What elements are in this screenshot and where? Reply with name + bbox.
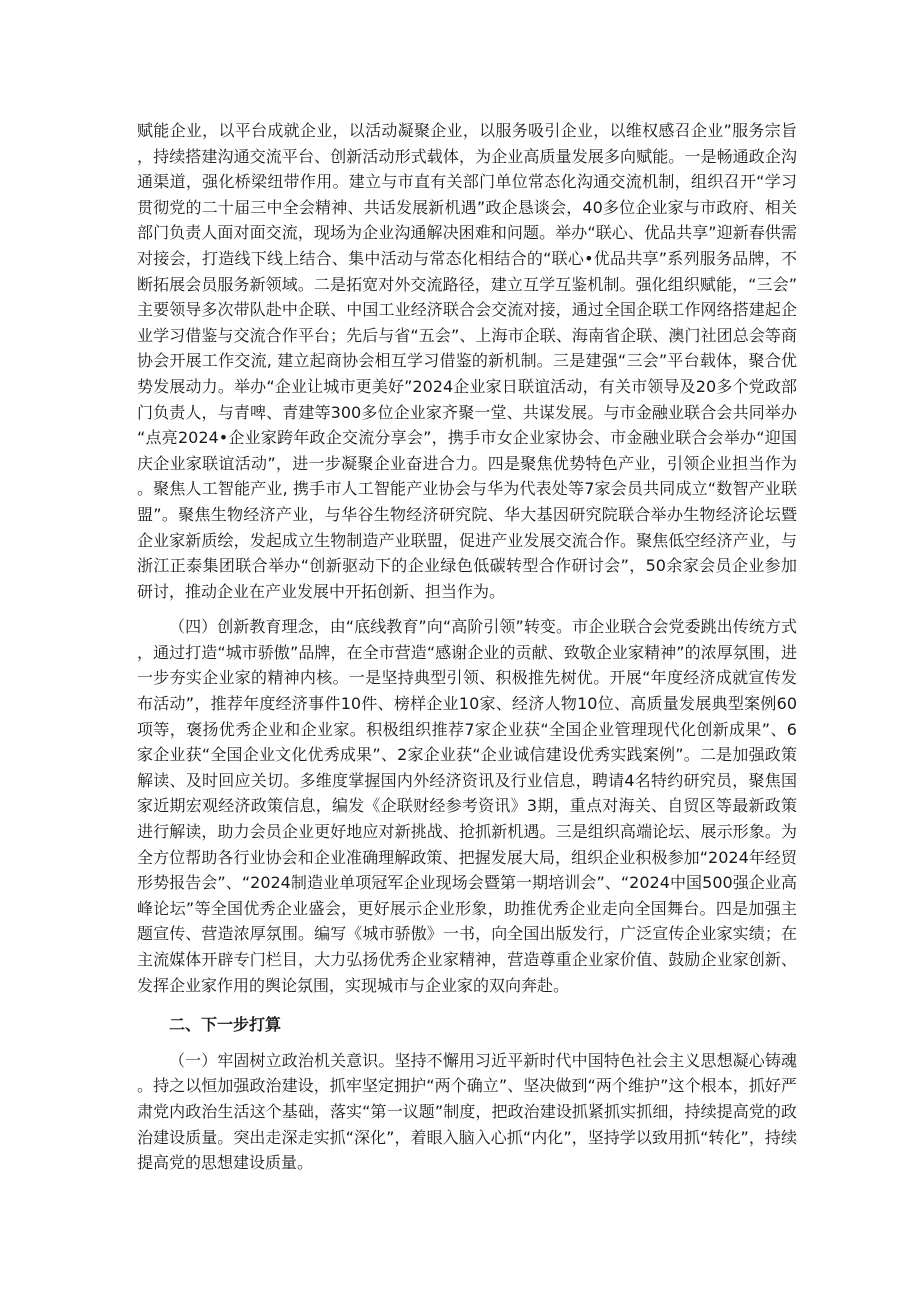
paragraph-innovation-education: （四）创新教育理念，由“底线教育”向“高阶引领”转变。市企业联合会党委跳出传统方式，通过打造“城市骄傲”品牌，在全市营造“感谢企业的贡献、致敬企业家精神”的浓厚氛围，进一步夯实企业家的精神内核。一是坚持典型引领、积极推先树优。开展“年度经济成就宣传发布活动”，推荐年度经济事件10件、榜样企业10家、经济人物10位、高质量发展典型案例60项等，褒扬优秀企业和企业家。积极组织推荐7家企业获“全国企业管理现代化创新成果”、6家企业获“全国企业文化优秀成果”、2家企业获“企业诚信建设优秀实践案例”。二是加强政策解读、及时回应关切。多维度掌握国内外经济资讯及行业信息，聘请4名特约研究员，聚焦国家近期宏观经济政策信息，编发《企联财经参考资讯》3期，重点对海关、自贸区等最新政策进行解读，助力会员企业更好地应对新挑战、抢抓新机遇。三是组织高端论坛、展示形象。为全方位帮助各行业协会和企业准确理解政策、把握发展大局，组织企业积极参加“2024年经贸形势报告会”、“2024制造业单项冠军企业现场会暨第一期培训会”、“2024中国500强企业高峰论坛”等全国优秀企业盛会，更好展示企业形象，助推优秀企业走向全国舞台。四是加强主题宣传、营造浓厚氛围。编写《城市骄傲》一书，向全国出版发行，广泛宣传企业家实绩；在主流媒体开辟专门栏目，大力弘扬优秀企业家精神，营造尊重企业家价值、鼓励企业家创新、发挥企业家作用的舆论氛围，实现城市与企业家的双向奔赴。 <box>137 617 797 995</box>
section-heading-next-steps: 二、下一步打算 <box>169 1015 282 1035</box>
paragraph-political-awareness: （一）牢固树立政治机关意识。坚持不懈用习近平新时代中国特色社会主义思想凝心铸魂。持之以恒加强政治建设，抓牢坚定拥护“两个确立”、坚决做到“两个维护”这个根本，抓好严肃党内政治生活这个基础，落实“第一议题”制度，把政治建设抓紧抓实抓细，持续提高党的政治建设质量。突出走深走实抓“深化”，着眼入脑入心抓“内化”，坚持学以致用抓“转化”，持续提高党的思想建设质量。 <box>137 1050 797 1173</box>
document-body <box>137 118 797 1176</box>
paragraph-continuation: 赋能企业，以平台成就企业，以活动凝聚企业，以服务吸引企业，以维权感召企业”服务宗旨，持续搭建沟通交流平台、创新活动形式载体，为企业高质量发展多向赋能。一是畅通政企沟通渠道，强化桥梁纽带作用。建立与市直有关部门单位常态化沟通交流机制，组织召开“学习贯彻党的二十届三中全会精神、共话发展新机遇”政企恳谈会，40多位企业家与市政府、相关部门负责人面对面交流，现场为企业沟通解决困难和问题。举办“联心、优品共享”迎新春供需对接会，打造线下线上结合、集中活动与常态化相结合的“联心•优品共享”系列服务品牌，不断拓展会员服务新领域。二是拓宽对外交流路径，建立互学互鉴机制。强化组织赋能，“三会”主要领导多次带队赴中企联、中国工业经济联合会交流对接，通过全国企联工作网络搭建起企业学习借鉴与交流合作平台；先后与省“五会”、上海市企联、海南省企联、澳门社团总会等商协会开展工作交流, 建立起商协会相互学习借鉴的新机制。三是建强“三会”平台载体，聚合优势发展动力。举办“企业让城市更美好”2024企业家日联谊活动，有关市领导及20多个党政部门负责人，与青啤、青建等300多位企业家齐聚一堂、共谋发展。与市金融业联合会共同举办“点亮2024•企业家跨年政企交流分享会”，携手市女企业家协会、市金融业联合会举办“迎国庆企业家联谊活动”，进一步凝聚企业奋进合力。四是聚焦优势特色产业，引领企业担当作为。聚焦人工智能产业, 携手市人工智能产业协会与华为代表处等7家会员共同成立“数智产业联盟”。聚焦生物经济产业，与华谷生物经济研究院、华大基因研究院联合举办生物经济论坛暨企业家新质绘，发起成立生物制造产业联盟，促进产业发展交流合作。聚焦低空经济产业，与浙江正泰集团联合举办“创新驱动下的企业绿色低碳转型合作研讨会”，50余家会员企业参加研讨，推动企业在产业发展中开拓创新、担当作为。 <box>137 121 797 601</box>
paragraph-gap <box>137 604 797 614</box>
